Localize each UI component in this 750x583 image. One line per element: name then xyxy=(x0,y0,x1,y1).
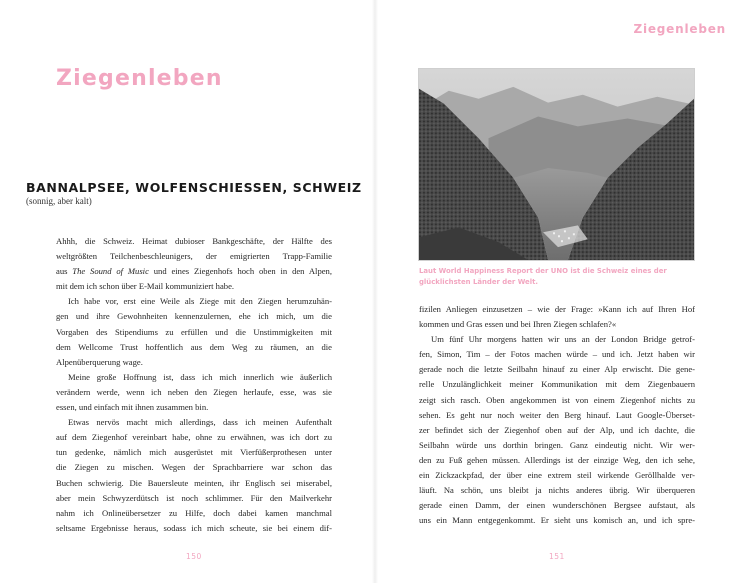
page-number-right: 151 xyxy=(549,552,565,561)
text-line: Ich habe vor, erst eine Weile als Ziege mit den Ziegen herumzuhän- xyxy=(68,296,332,307)
text-line: Vorgaben des Stipendiums zu erfüllen und die Unstimmigkeiten mit xyxy=(56,326,332,337)
text-line: auf dem Ziegenhof vereinbart habe, ohne zu erwähnen, was ich dort zu xyxy=(56,432,332,443)
chapter-title: Ziegenleben xyxy=(56,66,223,91)
text-line: gerade einen Damm, der einen wunderschönen Bergsee aufstaut, als xyxy=(419,500,695,511)
text-line: den zu Fuß gehen müssen. Allerdings ist der einzige Weg, den ich sehe, xyxy=(419,454,695,465)
landscape-image xyxy=(419,69,694,260)
left-body-text xyxy=(56,234,332,536)
text-line: gen und ihre Gewohnheiten kennenzulernen, ehe ich mich, um die xyxy=(56,311,332,322)
text-line: tun gedenke, nämlich mich ausgerüstet mit Vierfüßerprothesen unter xyxy=(56,447,332,458)
text-line: Meine große Hoffnung ist, dass ich mich innerlich wie äußerlich xyxy=(68,371,332,382)
text-line: relle Unzulänglichkeit meiner Kommunikation mit dem Ziegenbauern xyxy=(419,379,695,390)
right-body-text xyxy=(419,302,695,528)
text-line: Ahhh, die Schweiz. Heimat dubioser Bankgeschäfte, der Hälfte des xyxy=(56,236,332,246)
text-line: verändern werde, wenn ich neben den Ziegen herlaufe, esse, was sie xyxy=(56,386,332,397)
text-line: Buchen schwierig. Die Bauersleute meinten, ihr Englisch sei miserabel, xyxy=(56,477,332,488)
running-head: Ziegenleben xyxy=(633,22,726,36)
book-gutter xyxy=(372,0,378,583)
text-line: Um fünf Uhr morgens hatten wir uns an der London Bridge getrof- xyxy=(431,334,695,345)
text-line: gerade noch die letzte Seilbahn hinauf zu einer Alp erwischt. Die gene- xyxy=(419,364,695,375)
text-line: die Ziegen zu mischen. Wegen der Sprachbarriere war schon das xyxy=(56,462,332,473)
text-line: kommen und Gras essen und bei Ihren Ziegen schlafen?« xyxy=(419,319,617,330)
caption-line: glücklichsten Länder der Welt. xyxy=(419,278,539,286)
caption-line: Laut World Happiness Report der UNO ist die Schweiz eines der xyxy=(419,267,667,275)
location-heading: BANNALPSEE, WOLFENSCHIESSEN, SCHWEIZ xyxy=(26,180,362,195)
text-line: weltgrößten Teilchenbeschleunigers, der emigrierten Trapp-Familie xyxy=(56,251,332,262)
text-line: nahm ich Onlineübersetzer zu Hilfe, doch dabei kamen manchmal xyxy=(56,507,332,518)
text-line: Etwas nervös macht mich allerdings, dass ich meinen Aufenthalt xyxy=(68,417,332,428)
text-line: uns ein Mann entgegenkommt. Er sieht uns komisch an, und ich spre- xyxy=(419,515,695,526)
text-line: sehen. Es geht nur noch weiter den Berg hinauf. Laut Google-Überset- xyxy=(419,409,695,420)
text-line: mit dem ich schon über E-Mail kommuniziert habe. xyxy=(56,281,235,292)
text-line: fizilen Anliegen einzusetzen – wie der Frage: »Kann ich auf Ihren Hof xyxy=(419,304,695,314)
text-line: zeigt sich rasch. Oben angekommen ist von einem Ziegenhof nichts zu xyxy=(419,394,695,405)
mountain-valley-photo xyxy=(418,68,695,261)
photo-caption xyxy=(419,266,695,288)
text-line: ein Zickzackpfad, der über eine extrem steil wirkende Geröllhalde ver- xyxy=(419,470,695,481)
text-line: seltsame Ergebnisse heraus, sodass ich mich scheute, sie bei einem dif- xyxy=(56,522,332,533)
text-line: läuft. Na schön, uns bleibt ja nichts anderes übrig. Wir überqueren xyxy=(419,485,695,496)
text-line: aus The Sound of Music und eines Ziegenhofs hoch oben in den Alpen, xyxy=(56,266,332,277)
text-line: dem Wellcome Trust hoffentlich aus dem Weg zu räumen, an die xyxy=(56,341,332,352)
text-line: Alpenüberquerung wage. xyxy=(56,356,143,367)
page-number-left: 150 xyxy=(186,552,202,561)
text-line: fen, Simon, Tim – der Fotos machen würde – und ich. Jetzt haben wir xyxy=(419,349,695,360)
text-line: zer befindet sich der Ziegenhof oben auf der Alp, und ich dachte, die xyxy=(419,424,695,435)
text-line: Seilbahn würde uns dorthin bringen. Ganz eindeutig nicht. Wir wer- xyxy=(419,439,695,450)
weather-note: (sonnig, aber kalt) xyxy=(26,196,92,206)
text-line: aber mein Schwyzerdütsch ist noch schlimmer. Für den Mailverkehr xyxy=(56,492,332,503)
text-line: essen, und einfach mit ihnen zusammen bin. xyxy=(56,402,209,413)
